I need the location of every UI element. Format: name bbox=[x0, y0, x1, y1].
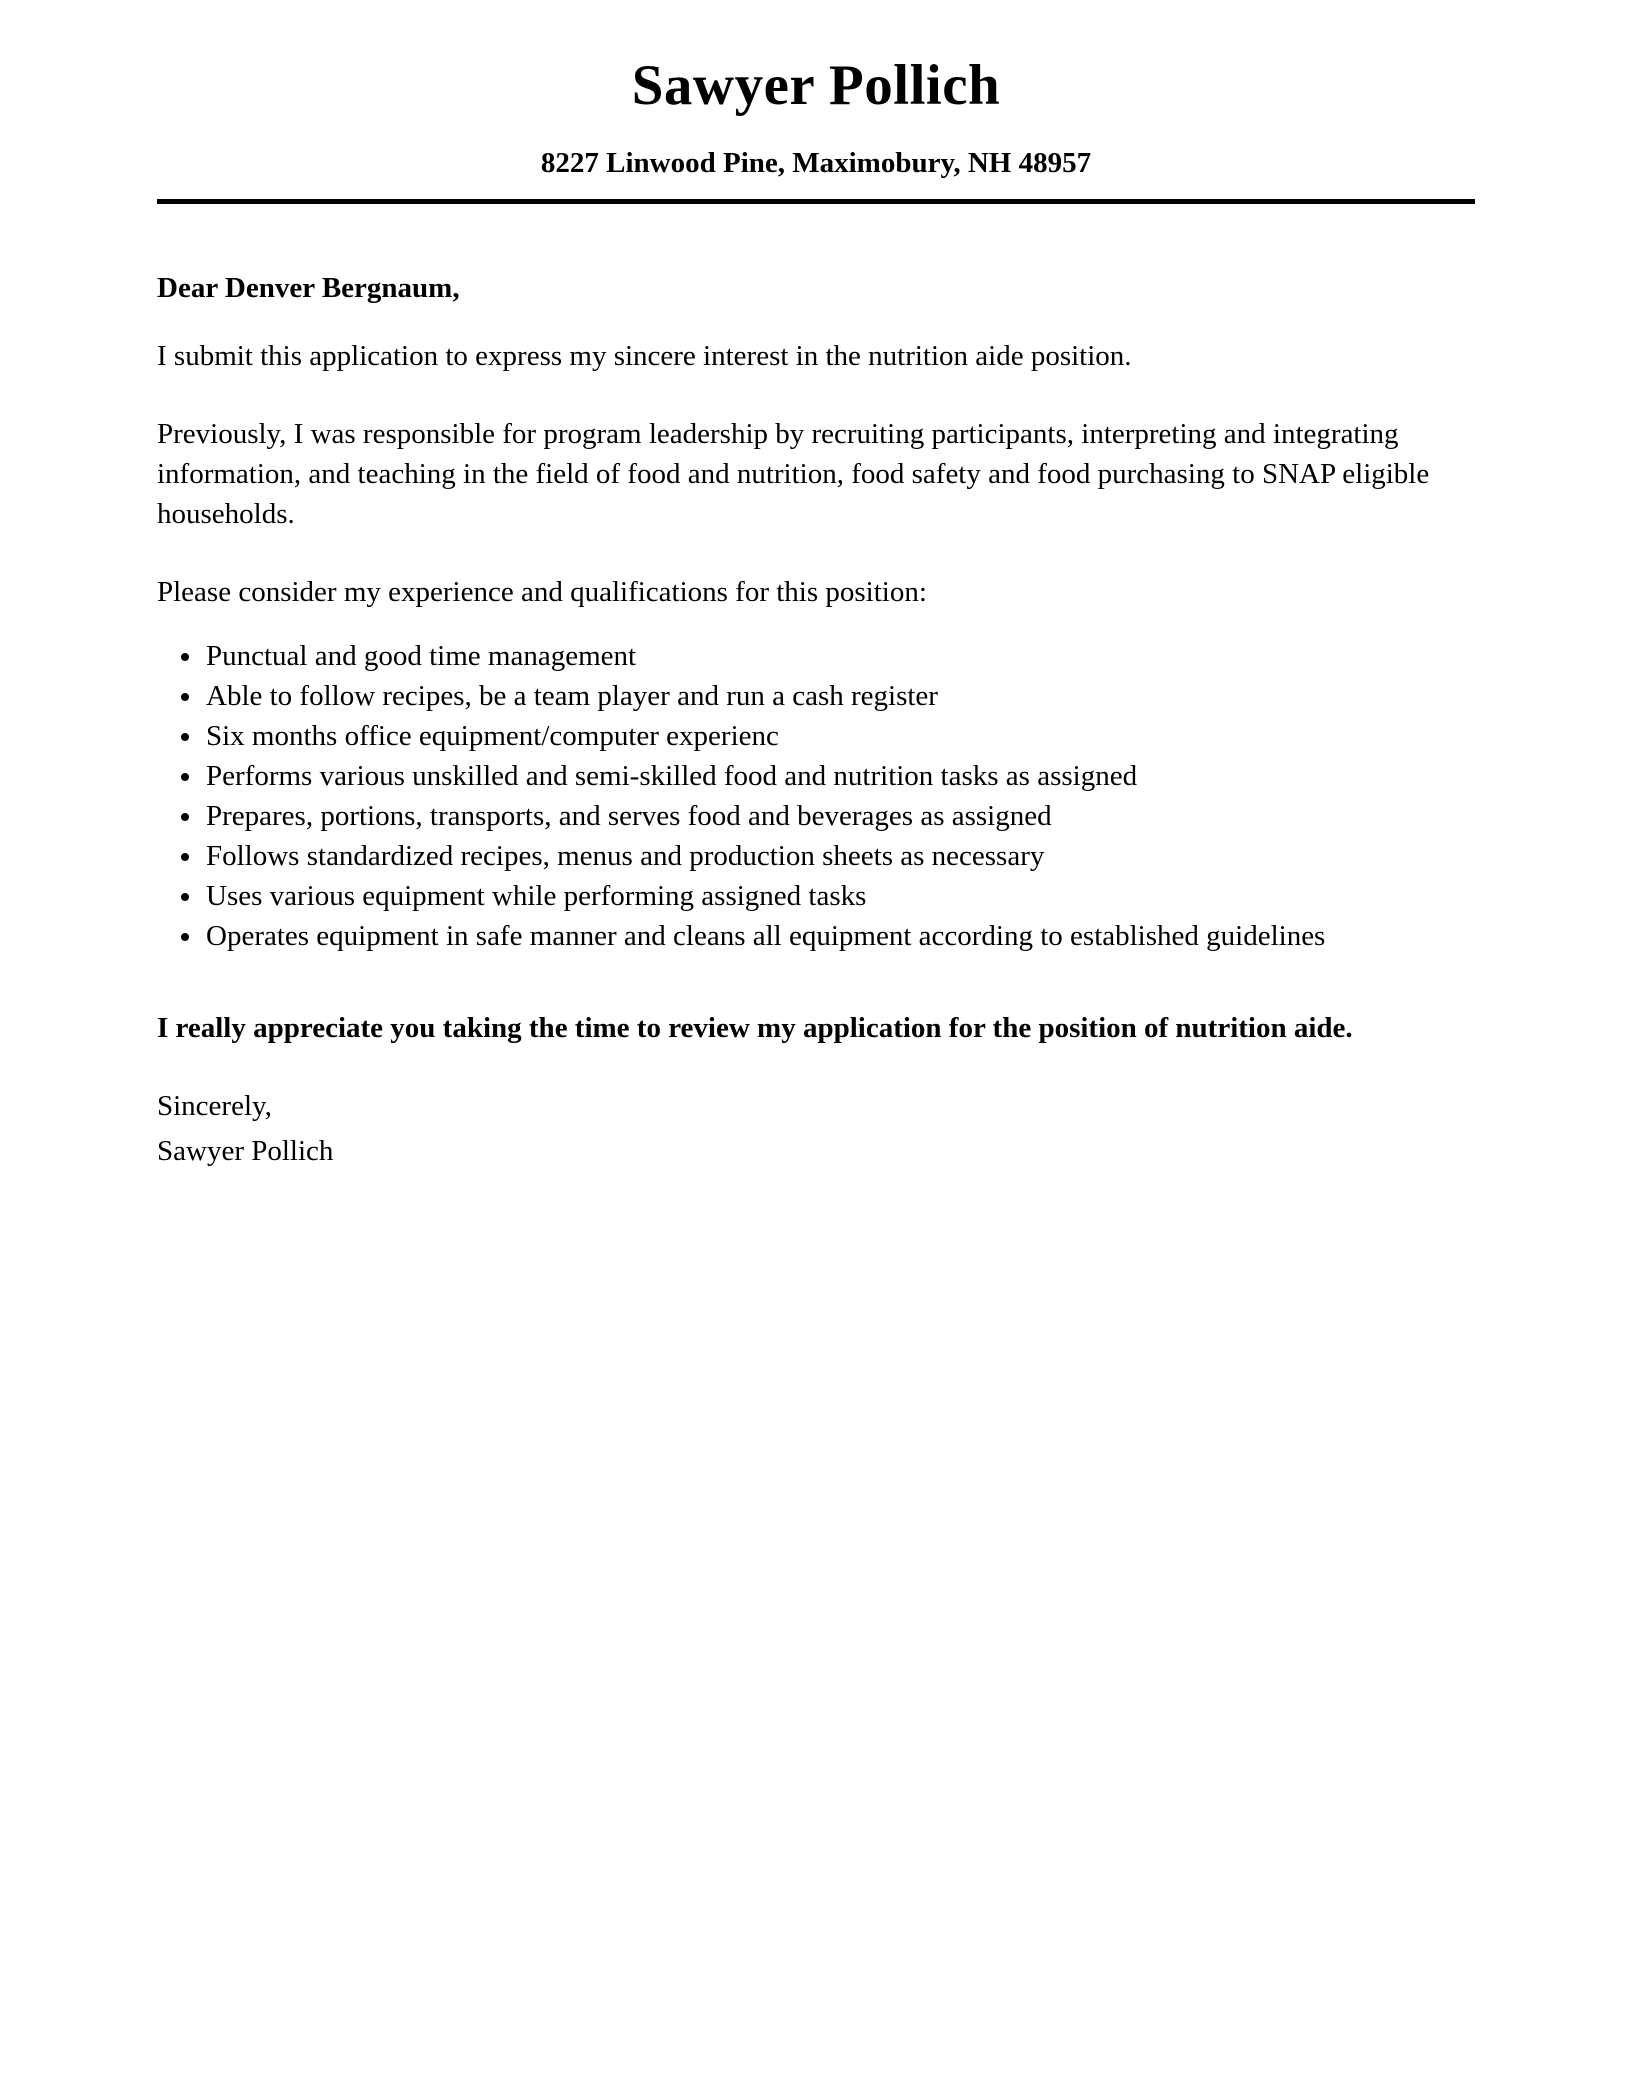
list-item: • Able to follow recipes, be a team player and run a cash register bbox=[204, 676, 1475, 716]
applicant-name-title: Sawyer Pollich bbox=[631, 54, 1001, 117]
letter-header bbox=[157, 52, 1475, 204]
list-item: • Performs various unskilled and semi-skilled food and nutrition tasks as assigned bbox=[204, 756, 1475, 796]
qualifications-list bbox=[157, 636, 1475, 956]
qualifications-intro: Please consider my experience and qualifications for this position: bbox=[157, 576, 927, 609]
header-divider bbox=[157, 199, 1475, 204]
signoff-block bbox=[157, 1084, 1475, 1174]
list-item: • Six months office equipment/computer experienc bbox=[204, 716, 1475, 756]
list-item: • Uses various equipment while performing assigned tasks bbox=[204, 876, 1475, 916]
list-item: • Punctual and good time management bbox=[204, 636, 1475, 676]
signoff: Sincerely, bbox=[157, 1090, 272, 1123]
salutation: Dear Denver Bergnaum, bbox=[157, 272, 460, 305]
applicant-address: 8227 Linwood Pine, Maximobury, NH 48957 bbox=[540, 147, 1092, 180]
intro-paragraph: I submit this application to express my sincere interest in the nutrition aide position. bbox=[157, 340, 1132, 373]
letter-body bbox=[157, 268, 1475, 1174]
background-paragraph: Previously, I was responsible for program leadership by recruiting participants, interpreting and integrating information, and teaching in the field of food and nutrition, food safety and food purchasing to SNAP eligible households. bbox=[157, 418, 1430, 531]
list-item: • Follows standardized recipes, menus and production sheets as necessary bbox=[204, 836, 1475, 876]
closing-statement: I really appreciate you taking the time to review my application for the position of nutrition aide. bbox=[157, 1012, 1353, 1045]
list-item: • Prepares, portions, transports, and serves food and beverages as assigned bbox=[204, 796, 1475, 836]
list-item: • Operates equipment in safe manner and cleans all equipment according to established guidelines bbox=[204, 916, 1475, 956]
signature-name: Sawyer Pollich bbox=[157, 1135, 334, 1168]
